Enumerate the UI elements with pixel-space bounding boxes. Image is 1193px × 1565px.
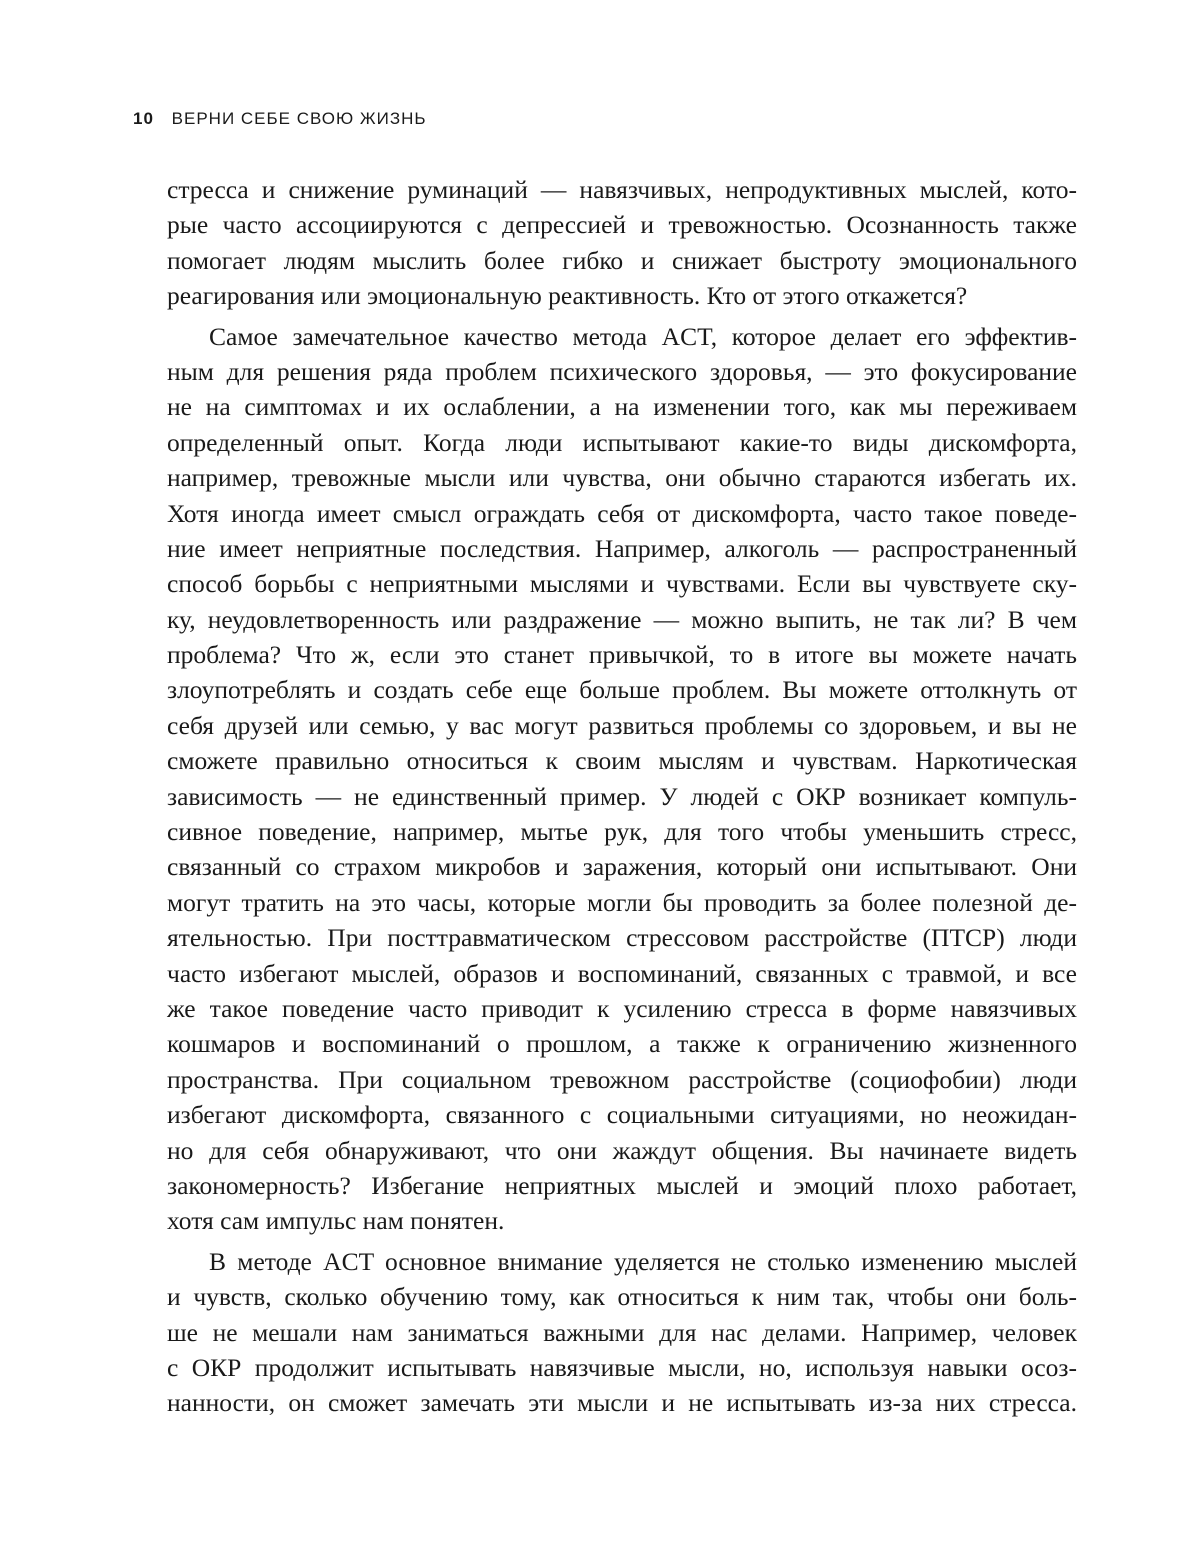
text-line: ятельностью. При посттравматическом стрессовом расстройстве (ПТСР) люди: [167, 923, 1077, 953]
text-line: себя друзей или семью, у вас могут развиться проблемы со здоровьем, и вы не: [167, 710, 1077, 740]
text-line: могут тратить на это часы, которые могли бы проводить за более полезной де-: [167, 887, 1077, 917]
text-line: связанный со страхом микробов и заражения, который они испытывают. Они: [167, 852, 1077, 882]
text-line: не на симптомах и их ослаблении, а на изменении того, как мы переживаем: [167, 392, 1077, 422]
page-number: 10: [133, 109, 154, 128]
text-line: же такое поведение часто приводит к усилению стресса в форме навязчивых: [167, 993, 1077, 1023]
text-line: рые часто ассоциируются с депрессией и тревожностью. Осознанность также: [167, 210, 1077, 240]
text-line: нанности, он сможет замечать эти мысли и не испытывать из-за них стресса.: [167, 1388, 1077, 1418]
text-line: сможете правильно относиться к своим мыслям и чувствам. Наркотическая: [167, 746, 1077, 776]
text-line: помогает людям мыслить более гибко и снижает быстроту эмоционального: [167, 245, 1077, 275]
text-line: проблема? Что ж, если это станет привычкой, то в итоге вы можете начать: [167, 640, 1077, 670]
text-line: Хотя иногда имеет смысл ограждать себя от дискомфорта, часто такое поведе-: [167, 498, 1077, 528]
text-line: Самое замечательное качество метода ACT, которое делает его эффектив-: [209, 321, 1077, 351]
body-text: [167, 172, 1077, 1421]
text-line: например, тревожные мысли или чувства, они обычно стараются избегать их.: [167, 463, 1077, 493]
text-line: злоупотреблять и создать себе еще больше проблем. Вы можете оттолкнуть от: [167, 675, 1077, 705]
text-line: но для себя обнаруживают, что они жаждут общения. Вы начинаете видеть: [167, 1135, 1077, 1165]
text-line: способ борьбы с неприятными мыслями и чувствами. Если вы чувствуете ску-: [167, 569, 1077, 599]
text-line: стресса и снижение руминаций — навязчивых, непродуктивных мыслей, кото-: [167, 175, 1077, 204]
text-line: ным для решения ряда проблем психического здоровья, — это фокусирование: [167, 356, 1077, 386]
text-line: сивное поведение, например, мытье рук, для того чтобы уменьшить стресс,: [167, 817, 1077, 847]
text-line: реагирования или эмоциональную реактивность. Кто от этого откажется?: [167, 281, 968, 311]
text-line: часто избегают мыслей, образов и воспоминаний, связанных с травмой, и все: [167, 958, 1077, 988]
paragraph-2: [167, 319, 1077, 1239]
text-line: зависимость — не единственный пример. У людей с ОКР возникает компуль-: [167, 781, 1077, 811]
text-line: с ОКР продолжит испытывать навязчивые мысли, но, используя навыки осоз-: [167, 1352, 1077, 1382]
text-line: пространства. При социальном тревожном расстройстве (социофобии) люди: [167, 1064, 1077, 1094]
book-title: ВЕРНИ СЕБЕ СВОЮ ЖИЗНЬ: [171, 109, 427, 128]
paragraph-3: [167, 1244, 1077, 1421]
text-line: закономерность? Избегание неприятных мыслей и эмоций плохо работает,: [167, 1170, 1077, 1200]
text-line: ку, неудовлетворенность или раздражение — можно выпить, не так ли? В чем: [167, 604, 1077, 634]
text-line: ние имеет неприятные последствия. Например, алкоголь — распространенный: [167, 533, 1077, 563]
paragraph-1: [167, 172, 1077, 314]
running-head: [133, 109, 427, 129]
text-line: избегают дискомфорта, связанного с социальными ситуациями, но неожидан-: [167, 1100, 1077, 1130]
text-line: ше не мешали нам заниматься важными для нас делами. Например, человек: [167, 1317, 1077, 1347]
text-line: В методе ACT основное внимание уделяется не столько изменению мыслей: [209, 1246, 1077, 1276]
text-line: хотя сам импульс нам понятен.: [167, 1206, 505, 1236]
text-line: определенный опыт. Когда люди испытывают какие-то виды дискомфорта,: [167, 427, 1077, 457]
text-line: и чувств, сколько обучению тому, как относиться к ним так, чтобы они боль-: [167, 1282, 1077, 1312]
text-line: кошмаров и воспоминаний о прошлом, а также к ограничению жизненного: [167, 1029, 1077, 1059]
